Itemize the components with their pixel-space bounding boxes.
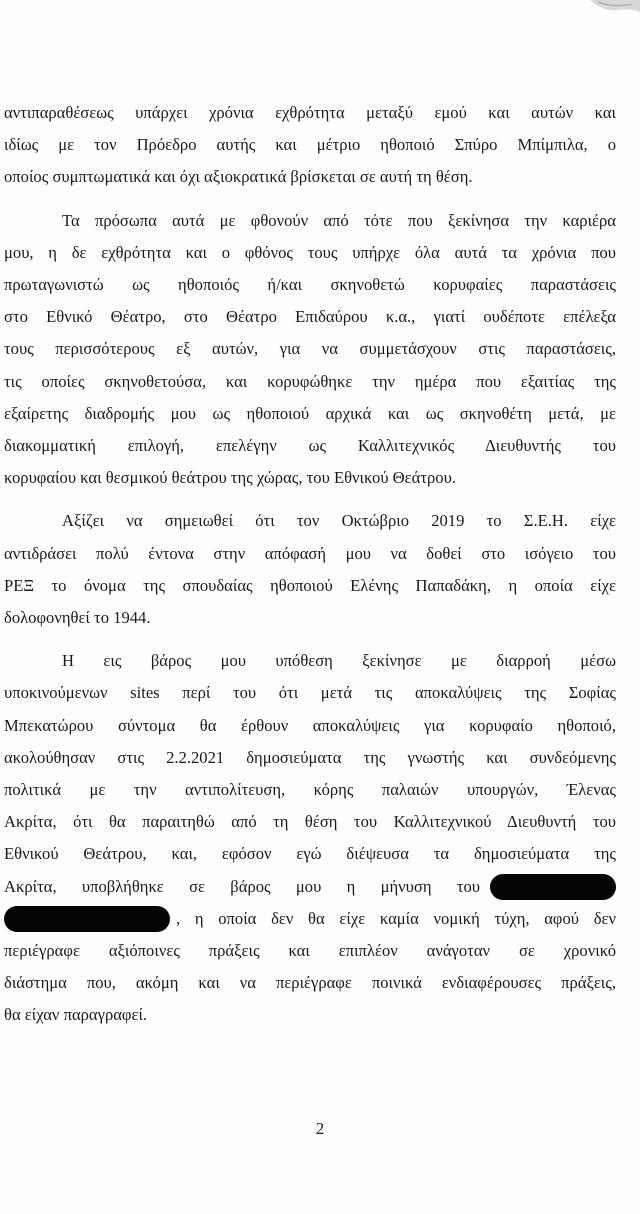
text-line: στο Εθνικό Θέατρο, στο Θέατρο Επιδαύρου κ.α., γιατί ουδέποτε επέλεξα — [4, 307, 616, 327]
redaction-block — [490, 874, 616, 900]
text-line: αντιδράσει πολύ έντονα στην απόφασή μου να δοθεί στο ισόγειο του — [4, 543, 616, 563]
text-line: διάστημα που, ακόμη και να περιέγραφε ποινικά ενδιαφέρουσες πράξεις, — [4, 973, 616, 993]
text-line: αντιπαραθέσεως υπάρχει χρόνια εχθρότητα μεταξύ εμού και αυτών και — [4, 103, 616, 122]
text-line: εξαίρετης διαδρομής μου ως ηθοποιού αρχικά και ως σκηνοθέτη μετά, με — [4, 403, 616, 423]
text-line: πρωταγωνιστώ ως ηθοποιός ή/και σκηνοθετώ κορυφαίες παραστάσεις — [4, 275, 616, 295]
text-line: Ακρίτα, ότι θα παραιτηθώ από τη θέση του Καλλιτεχνικού Διευθυντή του — [4, 812, 616, 832]
redaction-block — [4, 906, 170, 932]
paragraph-4 — [4, 645, 616, 1031]
text-line: ακολούθησαν στις 2.2.2021 δημοσιεύματα της γνωστής και συνδεόμενης — [4, 747, 616, 767]
paragraph-1 — [4, 97, 616, 194]
text-line: ΡΕΞ το όνομα της σπουδαίας ηθοποιού Ελένης Παπαδάκη, η οποία είχε — [4, 575, 616, 595]
text-line: διακομματική επιλογή, επελέγην ως Καλλιτεχνικός Διευθυντής του — [4, 436, 616, 456]
text-line-with-redaction — [4, 871, 616, 903]
paragraph-2 — [4, 205, 616, 495]
text-line: Αξίζει να σημειωθεί ότι τον Οκτώβριο 2019 το Σ.Ε.Η. είχε — [62, 511, 616, 531]
text-line: Η εις βάρος μου υπόθεση ξεκίνησε με διαρροή μέσω — [62, 651, 616, 671]
text-line: τους περισσότερους εξ αυτών, για να συμμετάσχουν στις παραστάσεις, — [4, 339, 616, 359]
text-line: οποίος συμπτωματικά και όχι αξιοκρατικά βρίσκεται σε αυτή τη θέση. — [4, 167, 473, 187]
text-line: Τα πρόσωπα αυτά με φθονούν από τότε που ξεκίνησα την καριέρα — [62, 210, 616, 230]
text-line: δολοφονηθεί το 1944. — [4, 608, 151, 628]
text-line-with-redaction — [4, 903, 616, 935]
text-line: θα είχαν παραγραφεί. — [4, 1005, 148, 1025]
page-corner-scan-mark — [570, 0, 640, 16]
text-line: περιέγραφε αξιόποινες πράξεις και επιπλέον ανάγοταν σε χρονικό — [4, 941, 616, 961]
text-line: Εθνικού Θεάτρου, και, εφόσον εγώ διέψευσα τα δημοσιεύματα της — [4, 844, 616, 864]
paragraph-3 — [4, 505, 616, 634]
text-line: Μπεκατώρου σύντομα θα έρθουν αποκαλύψεις για κορυφαίο ηθοποιό, — [4, 715, 616, 735]
text-line: μου, η δε εχθρότητα και ο φθόνος τους υπήρχε όλα αυτά τα χρόνια που — [4, 242, 616, 262]
text-line: , η οποία δεν θα είχε καμία νομική τύχη, αφού δεν — [176, 908, 616, 928]
text-line: Ακρίτα, υποβλήθηκε σε βάρος μου η μήνυση του — [4, 876, 480, 896]
text-line: πολιτικά με την αντιπολίτευση, κόρης παλαιών υπουργών, Έλενας — [4, 780, 616, 800]
text-line: ιδίως με τον Πρόεδρο αυτής και μέτριο ηθοποιό Σπύρο Μπίμπιλα, ο — [4, 135, 616, 155]
text-line: υποκινούμενων sites περί του ότι μετά τις αποκαλύψεις της Σοφίας — [4, 683, 616, 703]
text-line: τις οποίες σκηνοθετούσα, και κορυφώθηκε την ημέρα που εξαιτίας της — [4, 371, 616, 391]
page-number: 2 — [315, 1119, 325, 1138]
document-body — [4, 97, 616, 1032]
text-line: κορυφαίου και θεσμικού θεάτρου της χώρας, του Εθνικού Θεάτρου. — [4, 468, 456, 488]
